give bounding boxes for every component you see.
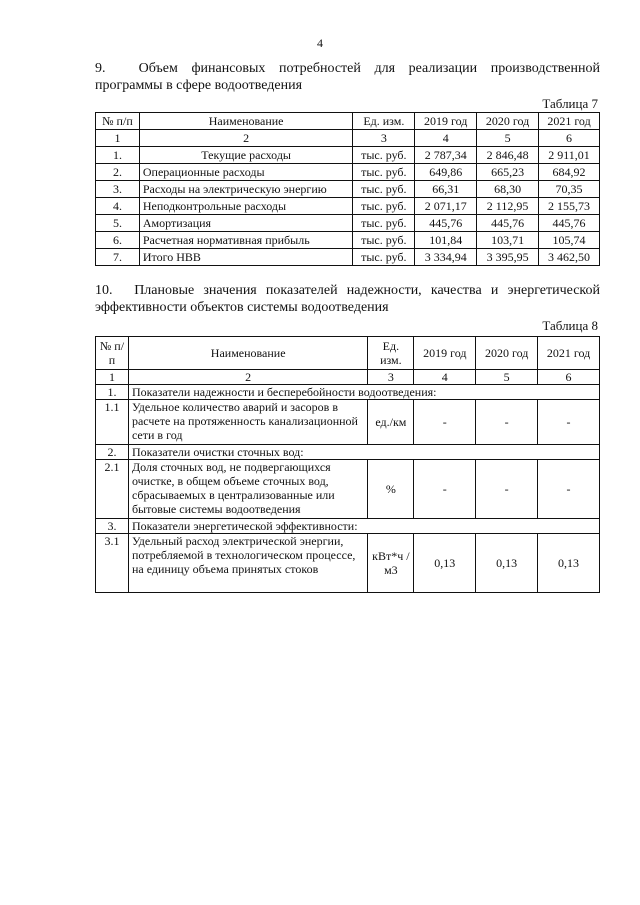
table-cell: 2 787,34 (415, 147, 477, 164)
table-cell: Расходы на электрическую энергию (139, 181, 353, 198)
table-cell: Амортизация (139, 215, 353, 232)
table-cell: тыс. руб. (353, 198, 415, 215)
table-cell: - (414, 460, 476, 519)
table-cell: 4 (414, 370, 476, 385)
table-cell: 445,76 (539, 215, 600, 232)
table-cell: 2 (128, 370, 367, 385)
section-10-title: Плановые значения показателей надежности, качества и энергетической эффективности объектов системы водоотведения (95, 283, 601, 315)
header-cell: 2019 год (414, 337, 476, 370)
table-8-caption: Таблица 8 (542, 318, 598, 333)
header-cell: 2021 год (538, 337, 600, 370)
table-header-row (96, 337, 600, 370)
table-cell: 649,86 (415, 164, 477, 181)
section-10-heading (95, 282, 600, 316)
header-cell: Ед. изм. (353, 113, 415, 130)
header-cell: 2019 год (415, 113, 477, 130)
header-cell: 2020 год (476, 337, 538, 370)
table-cell: тыс. руб. (353, 232, 415, 249)
header-cell: Наименование (139, 113, 353, 130)
table-cell: - (538, 460, 600, 519)
header-cell: № п/п (96, 337, 129, 370)
table-cell: 3 462,50 (539, 249, 600, 266)
table-cell: 1 (96, 130, 140, 147)
table-row (96, 249, 600, 266)
table-cell: 2 911,01 (539, 147, 600, 164)
table-row (96, 215, 600, 232)
table-cell: 1.1 (96, 400, 129, 445)
table-section-row (96, 445, 600, 460)
table-row (96, 147, 600, 164)
table-cell: Итого НВВ (139, 249, 353, 266)
table-cell: 3 (353, 130, 415, 147)
table-index-row (96, 370, 600, 385)
table-cell: 3 395,95 (477, 249, 539, 266)
table-row (96, 181, 600, 198)
table-cell: 2.1 (96, 460, 129, 519)
table-cell: Удельный расход электрической энергии, потребляемой в технологическом процессе, на единицу объема принятых стоков (128, 534, 367, 593)
table-header-row (96, 113, 600, 130)
table-cell: кВт*ч /м3 (368, 534, 414, 593)
table-cell: 684,92 (539, 164, 600, 181)
table-cell: 445,76 (415, 215, 477, 232)
table-cell: Текущие расходы (139, 147, 353, 164)
table-cell: 1 (96, 370, 129, 385)
table-cell: 3 (368, 370, 414, 385)
table-cell: 3. (96, 519, 129, 534)
header-cell: 2021 год (539, 113, 600, 130)
table-cell: 1. (96, 147, 140, 164)
table-cell: 2 846,48 (477, 147, 539, 164)
table-cell: 101,84 (415, 232, 477, 249)
section-title-cell: Показатели надежности и бесперебойности водоотведения: (128, 385, 599, 400)
table-cell: 2 155,73 (539, 198, 600, 215)
table-row (96, 232, 600, 249)
table-cell: 1. (96, 385, 129, 400)
table-cell: 105,74 (539, 232, 600, 249)
table-cell: 68,30 (477, 181, 539, 198)
table-7 (95, 112, 600, 266)
table-cell: 2 (139, 130, 353, 147)
table-cell: 2. (96, 445, 129, 460)
table-cell: 665,23 (477, 164, 539, 181)
table-cell: 0,13 (414, 534, 476, 593)
table-row (96, 198, 600, 215)
table-cell: 70,35 (539, 181, 600, 198)
table-cell: - (476, 460, 538, 519)
table-cell: 0,13 (538, 534, 600, 593)
table-row (96, 400, 600, 445)
table-cell: % (368, 460, 414, 519)
section-title-cell: Показатели энергетической эффективности: (128, 519, 599, 534)
section-9-title: Объем финансовых потребностей для реализации производственной программы в сфере водоотведения (95, 61, 600, 93)
table-row (96, 164, 600, 181)
table-cell: 6. (96, 232, 140, 249)
table-cell: 7. (96, 249, 140, 266)
table-cell: 66,31 (415, 181, 477, 198)
table-cell: тыс. руб. (353, 164, 415, 181)
table-cell: 4 (415, 130, 477, 147)
table-cell: 103,71 (477, 232, 539, 249)
table-cell: - (538, 400, 600, 445)
table-cell: Операционные расходы (139, 164, 353, 181)
table-cell: 5 (476, 370, 538, 385)
page-number: 4 (317, 36, 323, 50)
table-cell: тыс. руб. (353, 147, 415, 164)
table-cell: тыс. руб. (353, 249, 415, 266)
table-index-row (96, 130, 600, 147)
table-cell: тыс. руб. (353, 181, 415, 198)
table-cell: Удельное количество аварий и засоров в расчете на протяженность канализационной сети в год (128, 400, 367, 445)
table-section-row (96, 519, 600, 534)
table-cell: 6 (539, 130, 600, 147)
table-cell: 3. (96, 181, 140, 198)
table-cell: ед./км (368, 400, 414, 445)
header-cell: № п/п (96, 113, 140, 130)
table-cell: - (414, 400, 476, 445)
section-10-number: 10. (95, 283, 113, 298)
table-cell: 445,76 (477, 215, 539, 232)
table-cell: Доля сточных вод, не подвергающихся очистке, в общем объеме сточных вод, сбрасываемых в централизованные или бытовые системы водоотведения (128, 460, 367, 519)
table-cell: Расчетная нормативная прибыль (139, 232, 353, 249)
table-7-caption: Таблица 7 (542, 96, 598, 111)
table-cell: 3 334,94 (415, 249, 477, 266)
table-cell: 5 (477, 130, 539, 147)
table-row (96, 534, 600, 593)
table-cell: 3.1 (96, 534, 129, 593)
table-cell: 2 071,17 (415, 198, 477, 215)
header-cell: 2020 год (477, 113, 539, 130)
table-cell: - (476, 400, 538, 445)
table-cell: тыс. руб. (353, 215, 415, 232)
table-section-row (96, 385, 600, 400)
header-cell: Наименование (128, 337, 367, 370)
table-cell: 0,13 (476, 534, 538, 593)
table-cell: 2. (96, 164, 140, 181)
section-9-heading (95, 60, 600, 94)
table-cell: 5. (96, 215, 140, 232)
header-cell: Ед. изм. (368, 337, 414, 370)
table-cell: 4. (96, 198, 140, 215)
table-cell: 6 (538, 370, 600, 385)
section-title-cell: Показатели очистки сточных вод: (128, 445, 599, 460)
table-cell: 2 112,95 (477, 198, 539, 215)
section-9-number: 9. (95, 61, 106, 76)
table-row (96, 460, 600, 519)
table-cell: Неподконтрольные расходы (139, 198, 353, 215)
table-8 (95, 336, 600, 593)
